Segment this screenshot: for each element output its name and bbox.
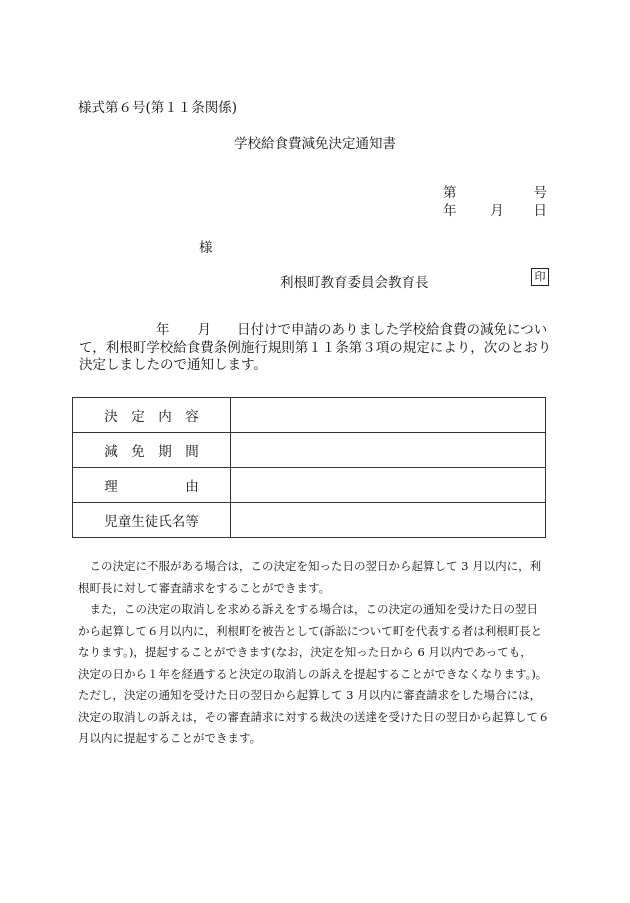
row-label-student-name: 児童生徒氏名等: [73, 503, 231, 538]
table-row: [73, 503, 546, 538]
notice-line: ただし，決定の通知を受けた日の翌日から起算して 3 月以内に審査請求をした場合には，: [78, 688, 542, 702]
appeal-notice: [78, 556, 554, 750]
document-title: 学校給食費減免決定通知書: [234, 136, 396, 152]
body-line-3: 決定しましたので通知します。: [79, 357, 267, 373]
notice-line: 根町長に対して審査請求をすることができます。: [78, 580, 331, 595]
document-number-date: [443, 184, 547, 220]
table-row: [73, 398, 546, 433]
row-value-reason: [231, 468, 546, 503]
body-line-2: て，利根町学校給食費条例施行規則第１１条第３項の規定により，次のとおり: [79, 339, 552, 356]
date-month: 月: [490, 203, 504, 219]
seal-stamp: 印: [531, 268, 549, 286]
date-day: 日: [533, 203, 547, 219]
row-value-student-name: [231, 503, 546, 538]
body-line-1-text: 日付けで申請のありました学校給食費の減免につい: [237, 322, 548, 338]
row-label-period: 減 免 期 間: [73, 433, 231, 468]
body-line-1: [79, 322, 551, 340]
number-suffix: 号: [533, 185, 547, 201]
notice-line: また，この決定の取消しを求める訴えをする場合は，この決定の通知を受けた日の翌日: [78, 602, 538, 616]
table-row: [73, 468, 546, 503]
notice-line: 決定の日から１年を経過すると決定の取消しの訴えを提起することができなくなります。)。: [78, 666, 548, 681]
number-prefix: 第: [443, 185, 457, 201]
notice-line: なります。)，提起することができます(なお，決定を知った日から 6 月以内であっても，: [78, 645, 532, 659]
notification-body: [79, 322, 551, 375]
row-label-reason: 理 由: [73, 468, 231, 503]
notice-line: 決定の取消しの訴えは，その審査請求に対する裁決の送達を受けた日の翌日から起算して６: [78, 709, 550, 724]
body-month: 月: [197, 322, 211, 338]
row-label-decision: 決 定 内 容: [73, 398, 231, 433]
notice-line: から起算して６月以内に，利根町を被告として(訴訟について町を代表する者は利根町長と: [78, 623, 543, 638]
document-number-row: [443, 184, 547, 202]
addressee-honorific: 様: [199, 240, 213, 256]
body-year: 年: [156, 322, 170, 338]
row-value-decision: [231, 398, 546, 433]
notice-line: この決定に不服がある場合は，この決定を知った日の翌日から起算して 3 月以内に，利: [78, 559, 542, 573]
issuer-name: 利根町教育委員会教育長: [280, 275, 429, 291]
form-number: 様式第６号(第１１条関係): [78, 100, 238, 116]
date-year: 年: [443, 203, 457, 219]
date-row: [443, 202, 547, 220]
notice-line: 月以内に提起することができます。: [78, 731, 262, 745]
decision-table: [72, 397, 546, 538]
row-value-period: [231, 433, 546, 468]
table-row: [73, 433, 546, 468]
